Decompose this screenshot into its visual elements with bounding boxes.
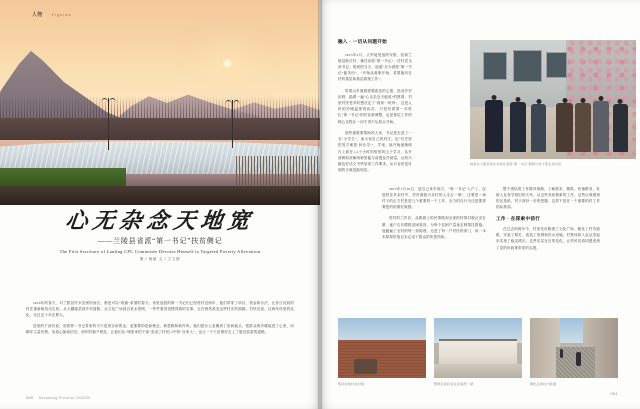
right-page (320, 0, 640, 409)
paragraph: 2015年7月16日，是自己来车那天，“第一书记”入户了，住进驻在乡亲村中，村村面貌为本村的人走合一事”，还要是一场村子的正方村是是几个重要的一个工作，全力的在行为还是要需要把的的做好做强。 (382, 186, 486, 210)
rubble (354, 359, 377, 375)
person-figure (576, 352, 581, 366)
sun-icon (222, 58, 233, 69)
paragraph: 带着山乡面貌需要改变的心愿，投身乡村田野，踏着一遍“心无杂念天地宽”的愿望，村里村民老乡的想法定了“我家一块肉”，这是人民的冷暖温度的疾苦，只是有着第一年驻扎“第一书记”的村容被调整，也是基层工作的核心过程让一切不得不从原点开始。 (338, 88, 412, 124)
foreground-soil (0, 186, 320, 205)
old-brick-courtyard-photo (338, 318, 426, 378)
paragraph: 那些最需要帮助的人家，书记是走进了一名“小学生”，而大家自己的村庄。也“村庄里把发方案是‘问沙灵’”，学里，他开始逐渐明白上面在1-2个小时的短短风尘子学习，从外面吸取讲解两种智能与前提及作被量，从的兴趣也好话文书些培训工作要求，从行业体变付那的方就是能现实。 (338, 130, 412, 173)
photo-caption: 杨斌在兰陵县新庄村担任省派“第一书记”期间与村干部走访村民 (470, 162, 562, 166)
paragraph: 整个团队的工作做详细做，了解需求，精准，快速路务，有嵌入及有学校旧的大军，从这些具体做事的工作，这些认事做到的还是给，村子面好一步的把握，这样不是在一个重要的村工作的标准部。 (496, 186, 600, 210)
publication-line: Shandong Pictorial 2016/20 (38, 396, 91, 400)
person-figure (485, 100, 503, 152)
article-subtitle-cn: ——兰陵县省派“第一书记”扶贫侧记 (97, 237, 223, 246)
village-alley-walking-photo (530, 318, 618, 378)
window (546, 52, 566, 78)
village-inspection-group-photo (470, 40, 636, 159)
paragraph: 2016年的春天，对兰陵县许多贫困村而言，都是可以“收割”希望的春天。省里选派的第一书记们已经驻村近两年，他们带来了项目、资金和办法，让昔日沉寂的村庄重新焕发出生机。从大棚蔬菜到乡村道路，从文化广场到自来水管网，一件件看得见摸得着的实事，正在悄然改变这些村庄的面貌。村民们说，这两年村里的变化，比过去十年还要大。 (26, 300, 294, 317)
paragraph: 县里的干部们说，省派第一书记带来的不只是项目和资金，更重要的是新理念、新思路和新作风。他们把办公室搬到了田间地头，把群众的冷暖装进了心里，用脚步丈量民情，用真心换取信任。两年的朝夕相处，让他们从“城里来的干部”变成了村民口中的“自家人”，也让一个个贫困村走上了脱贫致富的道路。 (26, 324, 294, 335)
person-figure (560, 349, 563, 358)
page-title: 心无杂念天地宽 (63, 208, 257, 233)
left-page-footer (26, 395, 91, 400)
photo-caption: 硬化后的村内巷道 (530, 382, 557, 386)
window (483, 52, 507, 80)
section-header (32, 11, 72, 18)
article-subtitle-en: The First Secretary of Lanling CPC Committee Devotes Himself to Targeted Poverty Alleviation (59, 249, 261, 255)
right-page-footer (610, 382, 618, 400)
person-figure (613, 104, 628, 152)
person-figure (575, 103, 592, 152)
spread-gutter (318, 0, 322, 409)
paragraph: 2015年2月，大军接受组织安排，挂职兰陵县新庄村，兼任省派“第一书记”，任村党支部书记。报到的当天，他道“未为被派“第一书记”能务出”，“开始从离职开始，希望能向农村的基层和基层系统工作”。 (338, 52, 412, 82)
right-column-right (496, 182, 600, 256)
far-field (0, 118, 320, 140)
dry-stalks (236, 156, 320, 190)
section-heading-1: 融入 · 一切从问题开始 (338, 39, 388, 44)
person-figure (531, 104, 546, 152)
hero-sunset-photo (0, 0, 320, 205)
left-body-text (26, 296, 294, 341)
section-heading-2: 工作 · 在探索中前行 (496, 216, 541, 222)
section-label: 人物 (32, 12, 43, 18)
bare-tree-left (108, 98, 109, 150)
person-figure (556, 103, 573, 152)
right-column-a (338, 48, 412, 178)
person-figure (593, 101, 610, 152)
village-road (434, 364, 522, 378)
section-label-en: Figures (51, 13, 72, 17)
byline: 图 / 杨斌 文 / 王立群 (139, 257, 181, 262)
photo-caption: 整修后的村民住房焕然一新 (434, 382, 474, 386)
renovated-village-houses-photo (434, 318, 522, 378)
article-title-block (0, 208, 320, 262)
paragraph: 在过去的两年中，村里先后修建了文化广场、硬化了村内道路、安装了路灯、改造了电网和饮水设施，村集体收入也从零起步实现了稳定增长。这些实实在在的变化，让村民们真切感受到了党的好政策带来的实惠。 (496, 226, 600, 250)
right-column-mid (382, 182, 486, 245)
person-figure (510, 102, 527, 152)
page-number: 061 (610, 391, 618, 396)
paragraph: 驻村的工作后，从路面上的民情做到全部的村情村貌记录在册，逐户走访摸排贫困原因，为每个贫困户量身定制帮扶措施。他跑遍了全村的每一条街巷，走进了每一户村民的家门，用一本本厚厚的笔记本记录下群众的所思所盼。 (382, 216, 486, 240)
photo-caption: 帮扶前的村容村貌 (338, 382, 365, 386)
window (513, 50, 542, 83)
brick-wall (338, 340, 426, 378)
page-number: 060 (26, 395, 34, 400)
bare-tree-right (232, 100, 233, 148)
